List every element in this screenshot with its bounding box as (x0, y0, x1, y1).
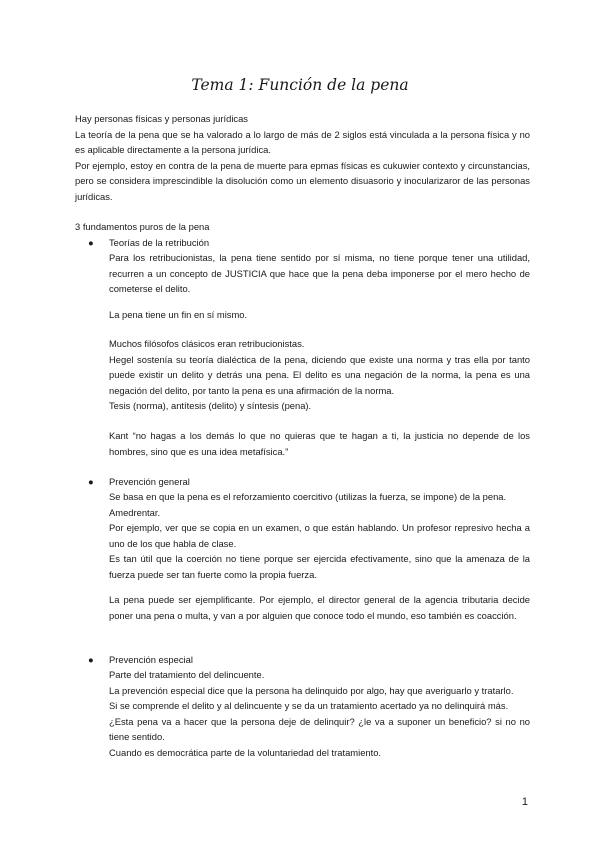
especial-line: Si se comprende el delito y al delincuente y se da un tratamiento acertado ya no delinquirá más. (109, 700, 509, 711)
bullet-icon: ● (88, 237, 94, 248)
especial-paragraph: ¿Esta pena va a hacer que la persona deje de delinquir? ¿le va a suponer un beneficio? si no no tiene sentido. (109, 715, 530, 742)
retribucion-line: Tesis (norma), antítesis (delito) y síntesis (pena). (109, 400, 312, 411)
intro-line: Hay personas físicas y personas jurídicas (75, 113, 248, 124)
bullet-prevencion-general (88, 474, 190, 490)
retribucion-block (109, 336, 530, 414)
retribucion-paragraph: Hegel sostenía su teoría dialéctica de la pena, diciendo que existe una norma y tras ella por tanto puede existir un delito y detrás una pena. El delito es una negación de la norma, la pena es una negación del delito, por tanto la pena es una afirmación de la norma. (109, 353, 530, 396)
fundamentos-heading: 3 fundamentos puros de la pena (75, 221, 210, 232)
especial-line: Parte del tratamiento del delincuente. (109, 669, 265, 680)
bullet-prevencion-especial (88, 652, 193, 668)
section-heading: Prevención general (109, 476, 190, 487)
intro-paragraph: Por ejemplo, estoy en contra de la pena de muerte para epmas físicas es cukuwier contexto y circunstancias, pero se considera imprescindible la disolución como un elemento disuasorio y inocularizaror de las personas jurídicas. (75, 159, 530, 202)
retribucion-paragraph: Para los retribucionistas, la pena tiene sentido por sí misma, no tiene porque tener una utilidad, recurren a un concepto de JUSTICIA que hace que la pena deba imponerse por el mero hecho de cometerse el delito. (109, 252, 530, 294)
intro-paragraph: La teoría de la pena que se ha valorado a lo largo de más de 2 siglos está vinculada a la persona física y no es aplicable directamente a la persona jurídica. (75, 128, 530, 155)
general-paragraph: Es tan útil que la coerción no tiene porque ser ejercida efectivamente, sino que la amenaza de la fuerza puede ser tan fuerte como la propia fuerza. (109, 553, 530, 580)
general-example: La pena puede ser ejemplificante. Por ejemplo, el director general de la agencia tributaria decide poner una pena o multa, y van a por alguien que conoce todo el mundo, eso también es coacción. (109, 594, 530, 621)
especial-block (109, 667, 530, 760)
bullet-retribucion (88, 235, 209, 251)
page-number: 1 (521, 796, 528, 808)
section-heading: Teorías de la retribución (109, 237, 210, 248)
general-paragraph: Por ejemplo, ver que se copia en un examen, o que están hablando. Un profesor represivo hecha a uno de los que habla de clase. (109, 522, 530, 549)
especial-line: Cuando es democrática parte de la voluntariedad del tratamiento. (109, 746, 382, 758)
general-line: Amedrentar. (109, 506, 161, 518)
intro-block (75, 111, 530, 204)
kant-quote: Kant “no hagas a los demás lo que no quieras que te hagan a ti, la justicia no depende de los hombres, sino que es una idea metafísica.” (109, 430, 530, 457)
bullet-icon: ● (88, 476, 94, 487)
especial-line: La prevención especial dice que la persona ha delinquido por algo, hay que averiguarlo y tratarlo. (109, 684, 514, 696)
page-title: Tema 1: Función de la pena (191, 76, 409, 94)
retribucion-line: La pena tiene un fin en sí mismo. (109, 309, 248, 320)
section-heading: Prevención especial (109, 654, 193, 665)
bullet-icon: ● (88, 654, 94, 665)
general-block (109, 489, 530, 582)
retribucion-line: Muchos filósofos clásicos eran retribucionistas. (109, 338, 305, 349)
general-line: Se basa en que la pena es el reforzamiento coercitivo (utilizas la fuerza, se impone) de la pena. (109, 491, 507, 502)
